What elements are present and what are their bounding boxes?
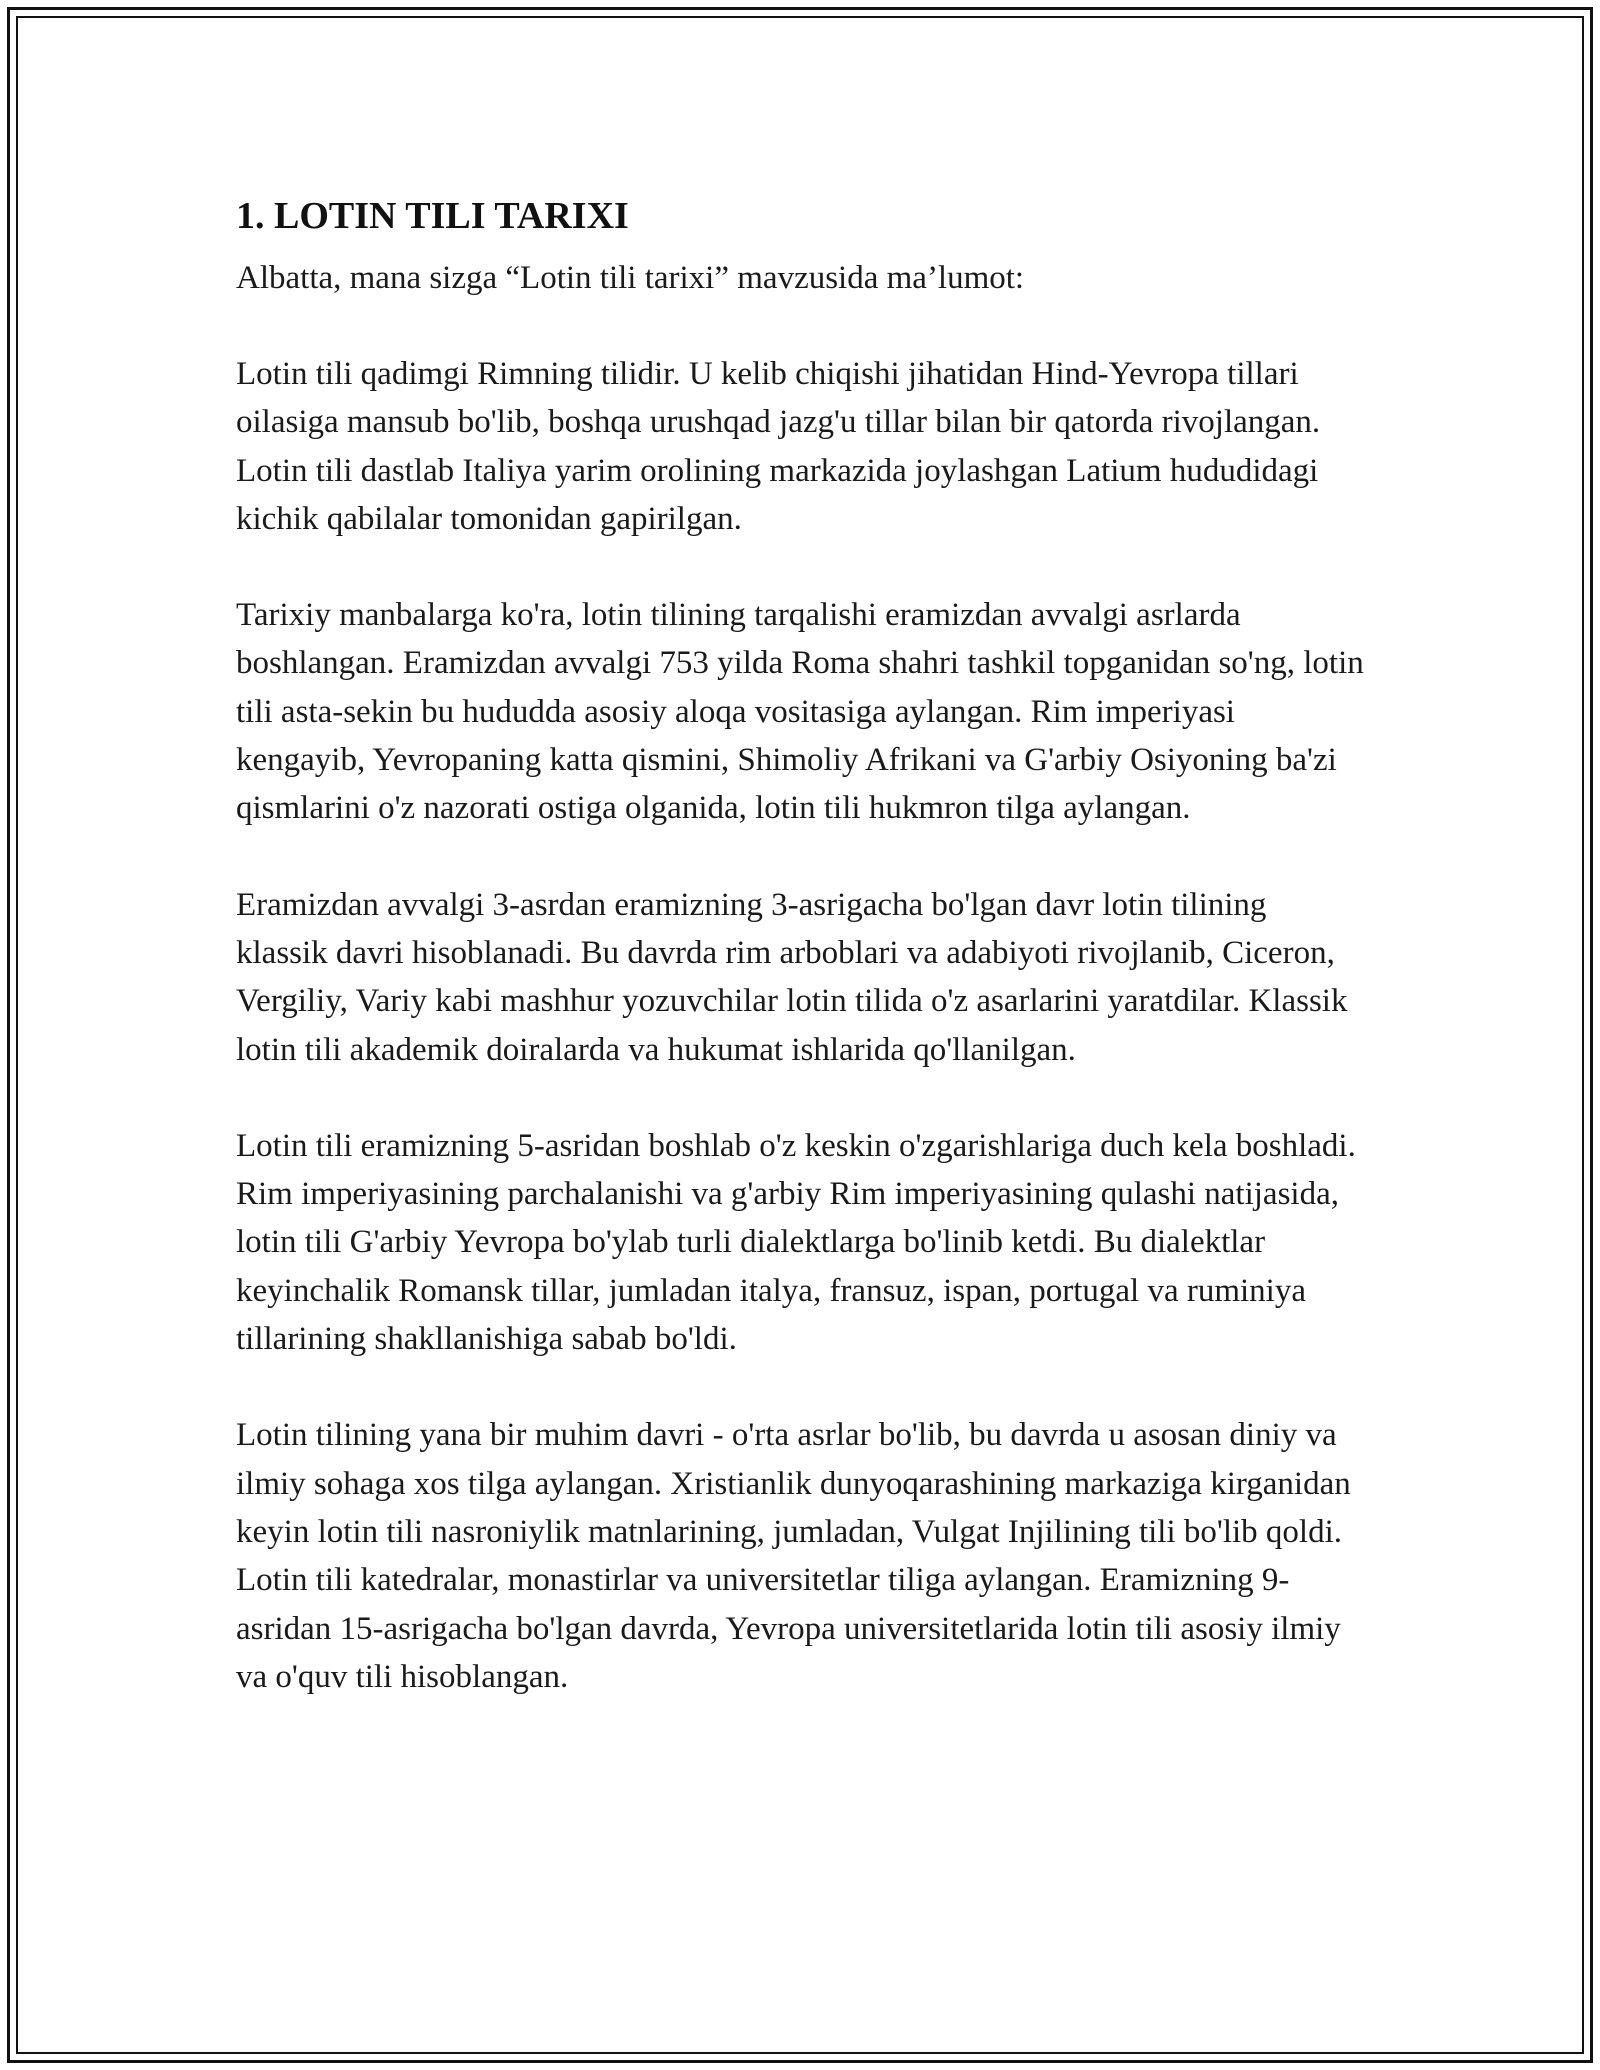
paragraph-origin: Lotin tili qadimgi Rimning tilidir. U kelib chiqishi jihatidan Hind-Yevropa tillari oilasiga mansub bo'lib, boshqa urushqad jazg'u tillar bilan bir qatorda rivojlangan. Lotin tili dastlab Italiya yarim orolining markazida joylashgan Latium hududidagi kichik qabilalar tomonidan gapirilgan. [236, 356, 1321, 537]
paragraph-dialects: Lotin tili eramizning 5-asridan boshlab o'z keskin o'zgarishlariga duch kela boshladi. Rim imperiyasining parchalanishi va g'arbiy Rim imperiyasining qulashi natijasida, lotin tili G'arbiy Yevropa bo'ylab turli dialektlarga bo'linib ketdi. Bu dialektlar keyinchalik Romansk tillar, jumladan italya, fransuz, ispan, portugal va ruminiya tillarining shakllanishiga sabab bo'ldi. [236, 1127, 1356, 1358]
paragraph-spread: Tarixiy manbalarga ko'ra, lotin tilining tarqalishi eramizdan avvalgi asrlarda boshlangan. Eramizdan avvalgi 753 yilda Roma shahri tashkil topganidan so'ng, lotin tili asta-sekin bu hududda asosiy aloqa vositasiga aylangan. Rim imperiyasi kengayib, Yevropaning katta qismini, Shimoliy Afrikani va G'arbiy Osiyoning ba'zi qismlarini o'z nazorati ostiga olganida, lotin tili hukmron tilga aylangan. [236, 597, 1364, 827]
document-body [236, 188, 1366, 1749]
paragraph-classical-period: Eramizdan avvalgi 3-asrdan eramizning 3-asrigacha bo'lgan davr lotin tilining klassik davri hisoblanadi. Bu davrda rim arboblari va adabiyoti rivojlanib, Ciceron, Vergiliy, Variy kabi mashhur yozuvchilar lotin tilida o'z asarlarini yaratdilar. Klassik lotin tili akademik doiralarda va hukumat ishlarida qo'llanilgan. [236, 886, 1348, 1068]
paragraph-middle-ages: Lotin tilining yana bir muhim davri - o'rta asrlar bo'lib, bu davrda u asosan diniy va ilmiy sohaga xos tilga aylangan. Xristianlik dunyoqarashining markaziga kirganidan keyin lotin tili nasroniylik matnlarining, jumladan, Vulgat Injilining tili bo'lib qoldi. Lotin tili katedralar, monastirlar va universitetlar tiliga aylangan. Eramizning 9-asridan 15-asrigacha bo'lgan davrda, Yevropa universitetlarida lotin tili asosiy ilmiy va o'quv tili hisoblangan. [236, 1417, 1351, 1695]
section-heading: 1. LOTIN TILI TARIXI [236, 195, 629, 237]
intro-paragraph: Albatta, mana sizga “Lotin tili tarixi” mavzusida ma’lumot: [236, 260, 1025, 296]
